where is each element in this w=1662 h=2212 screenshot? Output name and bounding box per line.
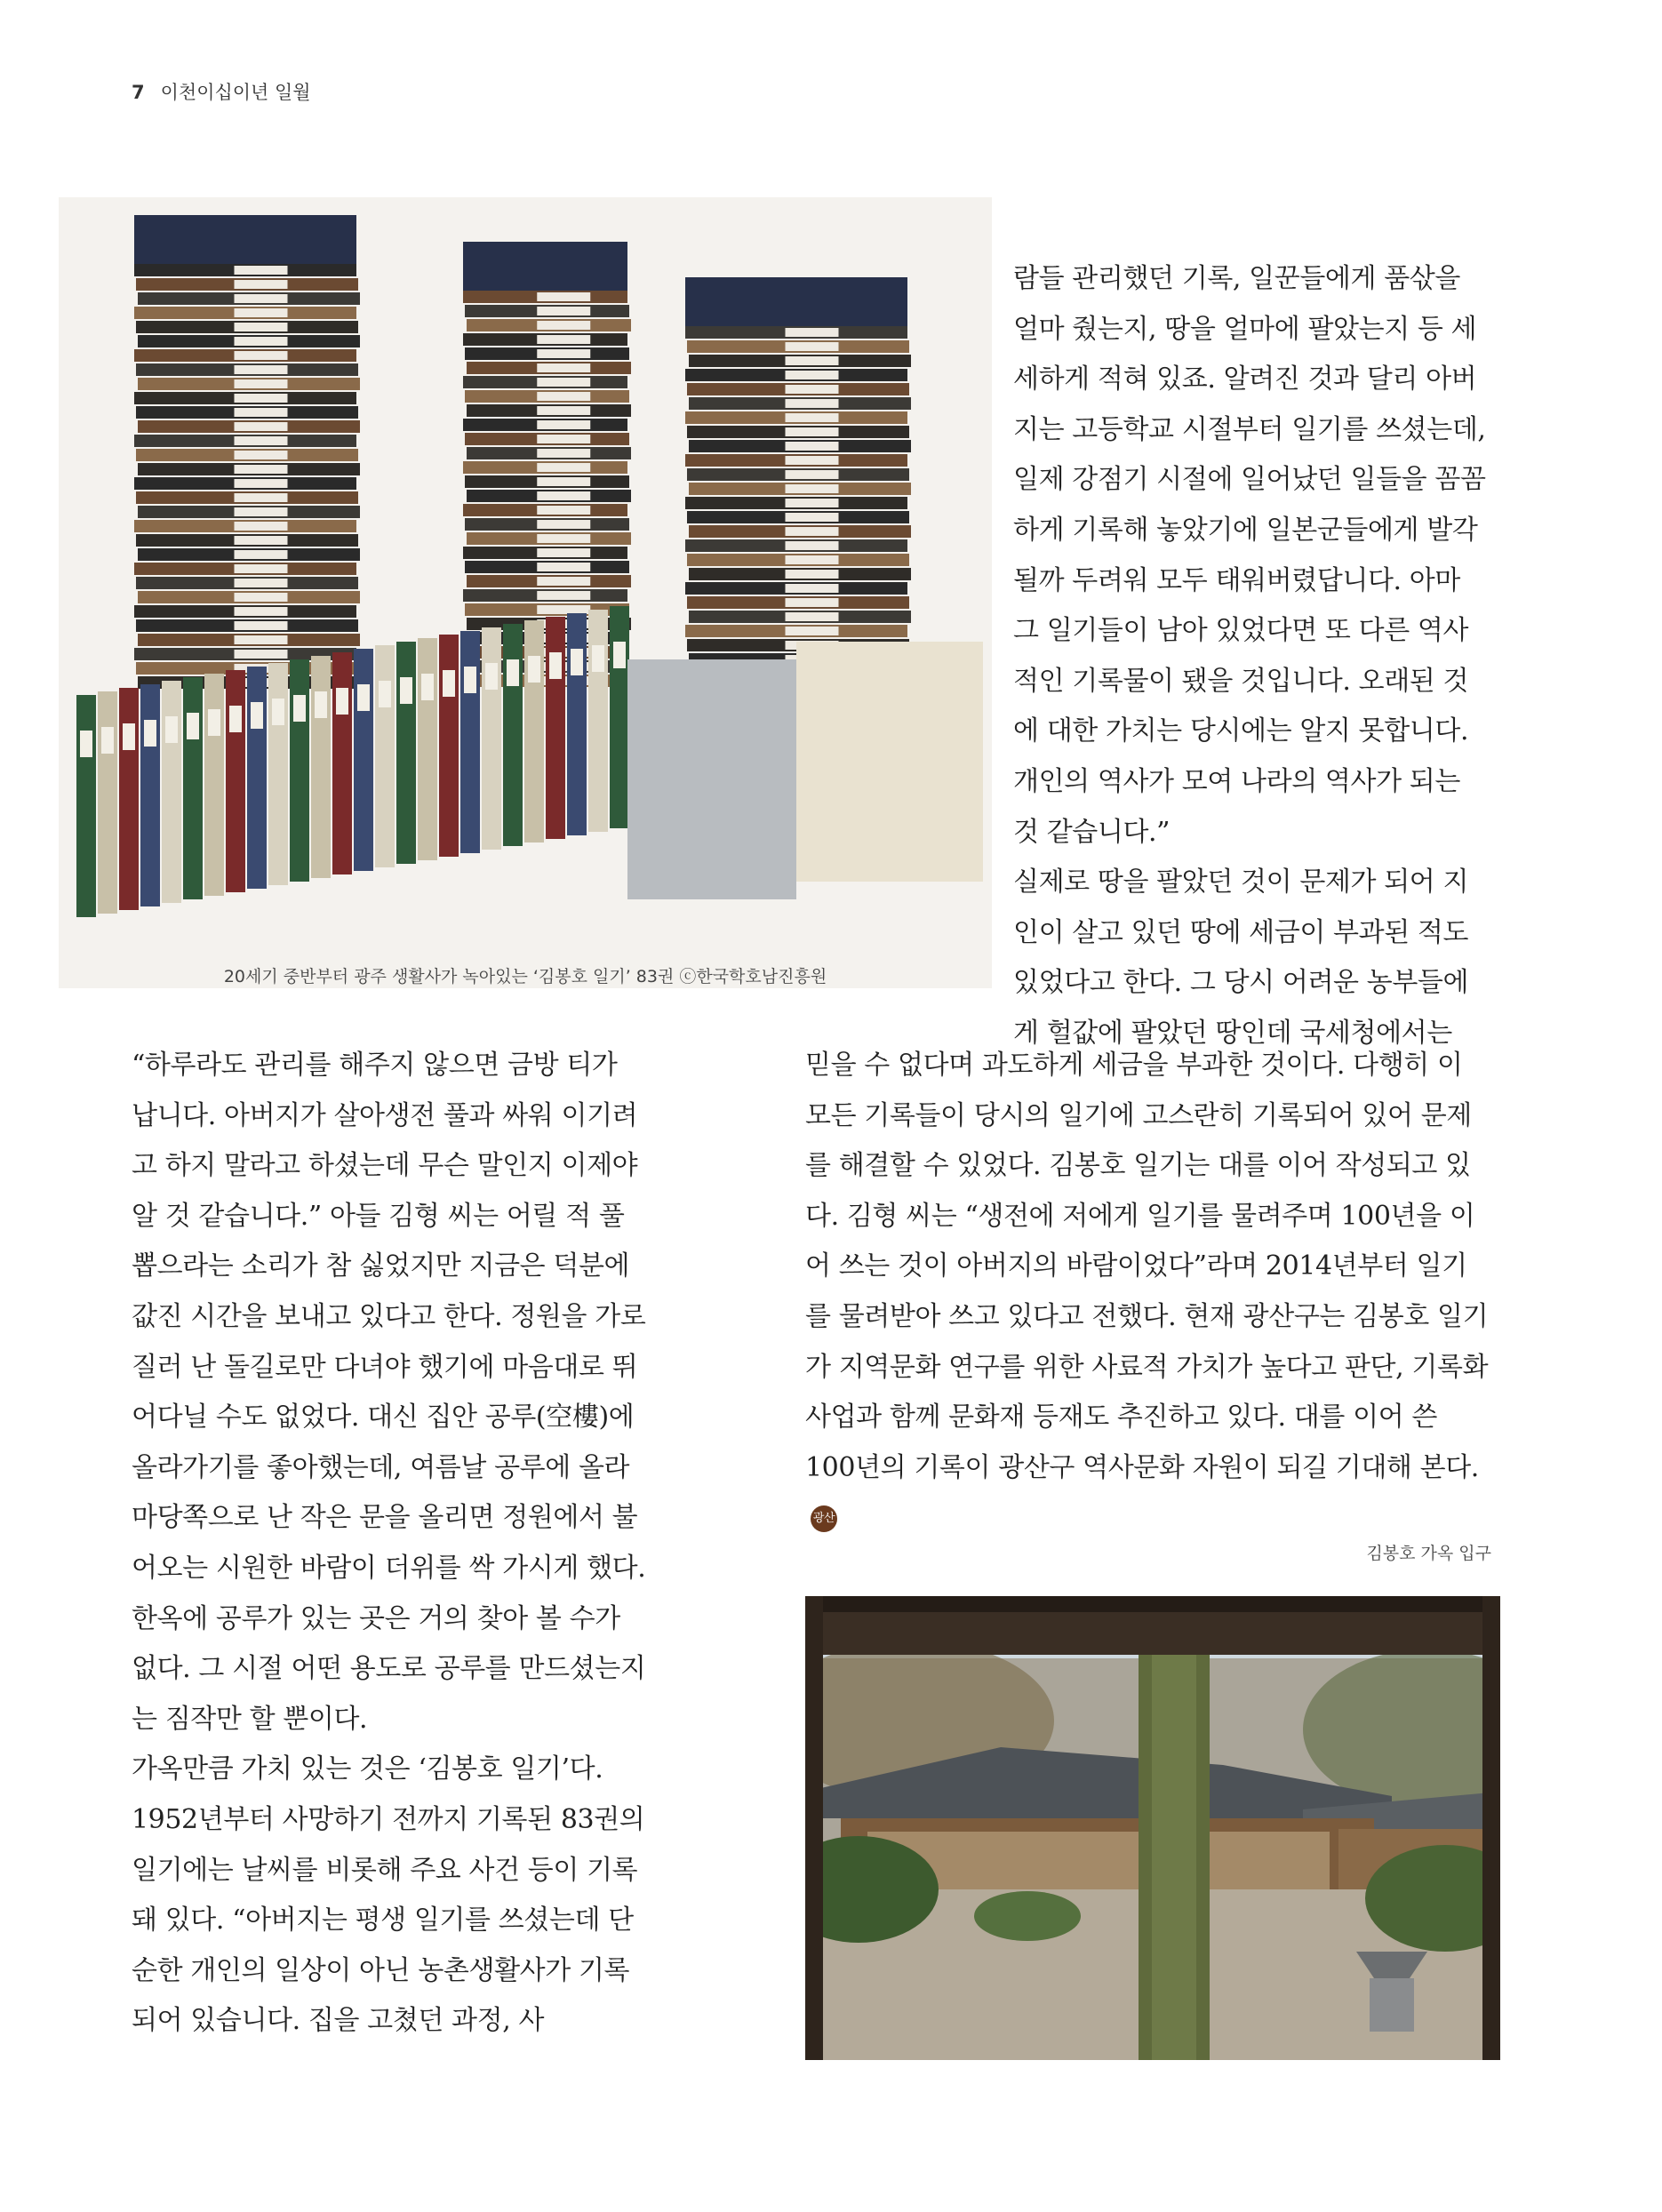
end-mark-icon: 광산 [811, 1505, 837, 1532]
diary-stack-cover [463, 242, 627, 291]
fanned-diary [418, 638, 437, 860]
diary-label [537, 420, 590, 429]
diary-label [786, 598, 839, 607]
diary-label [235, 522, 288, 531]
paragraph-text: 믿을 수 없다며 과도하게 세금을 부과한 것이다. 다행히 이 모든 기록들이 당시의 일기에 고스란히 기록되어 있어 문제를 해결할 수 있었다. 김봉호 일기는 대를 이어 작성되고 있다. 김형 씨는 “생전에 저에게 일기를 물려주며 100년을 이어 쓰는 것이 아버지의 바람이었다”라며 2014년부터 일기를 물려받아 쓰고 있다고 전했다. 현재 광산구는 김봉호 일기가 지역문화 연구를 위한 사료적 가치가 높다고 판단, 기록화 사업과 함께 문화재 등재도 추진하고 있다. 대를 이어 쓴 100년의 기록이 광산구 역사문화 자원이 되길 기대해 본다. [805, 1050, 1489, 1483]
diary-label [786, 427, 839, 436]
diary-label [315, 691, 327, 718]
fanned-diary [226, 670, 245, 892]
fanned-diary [396, 642, 416, 864]
fanned-diary [588, 610, 608, 832]
diary-label [571, 649, 583, 675]
diary-label [235, 493, 288, 502]
diary-label [235, 465, 288, 474]
fanned-diary [98, 691, 117, 914]
diary-label [537, 563, 590, 571]
diary-label [235, 379, 288, 388]
diary-label [235, 422, 288, 431]
fanned-diary [140, 684, 160, 906]
fanned-diary [503, 624, 523, 846]
diary-label [537, 591, 590, 600]
fanned-diary [375, 645, 395, 867]
diary-label [537, 491, 590, 500]
diary-label [786, 385, 839, 394]
diary-label [786, 612, 839, 621]
diary-label [235, 621, 288, 630]
diary-label [537, 321, 590, 330]
diary-label [235, 507, 288, 516]
diary-label [235, 635, 288, 644]
paragraph [805, 1041, 1491, 1544]
diary-binder [627, 659, 796, 899]
diary-label [537, 449, 590, 458]
diary-label [235, 607, 288, 616]
diary-label [537, 520, 590, 529]
diary-label [537, 392, 590, 401]
diary-label [537, 307, 590, 315]
diary-label [786, 470, 839, 479]
diary-label [537, 534, 590, 543]
diary-label [235, 536, 288, 545]
diary-label [101, 727, 114, 754]
diary-label [537, 506, 590, 515]
diary-label [235, 650, 288, 659]
page-header [132, 78, 311, 105]
diary-label [786, 371, 839, 379]
fanned-diary [354, 649, 373, 871]
fanned-diary [76, 695, 96, 917]
diary-label [507, 659, 519, 686]
diary-label [549, 652, 562, 679]
diary-label [235, 365, 288, 374]
diary-label [421, 674, 434, 700]
diaries-illustration [59, 197, 992, 962]
fanned-diary [290, 659, 309, 882]
diary-label [235, 351, 288, 360]
open-diary-page [796, 642, 983, 882]
diary-label [786, 513, 839, 522]
fanned-diary [567, 613, 587, 835]
paragraph: “하루라도 관리를 해주지 않으면 금방 티가 납니다. 아버지가 살아생전 풀과 싸워 이기려고 하지 말라고 하셨는데 무슨 말인지 이제야 알 것 같습니다.” 아들 김형 씨는 어릴 적 풀 뽑으라는 소리가 참 싫었지만 지금은 덕분에 값진 시간을 보내고 있다고 한다. 정원을 가로질러 난 돌길로만 다녀야 했기에 마음대로 뛰어다닐 수도 없었다. 대신 집안 공루(空樓)에 올라가기를 좋아했는데, 여름날 공루에 올라 마당쪽으로 난 작은 문을 올리면 정원에서 불어오는 시원한 바람이 더위를 싹 가시게 했다. 한옥에 공루가 있는 곳은 거의 찾아 볼 수가 없다. 그 시절 어떤 용도로 공루를 만드셨는지는 짐작만 할 뿐이다. [132, 1050, 646, 1735]
diary-label [786, 328, 839, 337]
diary-label [336, 688, 348, 715]
fanned-diary [247, 667, 267, 889]
diary-label [235, 479, 288, 488]
diary-label [400, 677, 412, 704]
diary-label [786, 555, 839, 564]
diary-label [464, 667, 476, 693]
fanned-diary [268, 663, 288, 885]
diary-label [293, 695, 306, 722]
fanned-diary [204, 674, 224, 896]
diary-label [357, 684, 370, 711]
diary-label [786, 342, 839, 351]
diary-label [123, 723, 135, 750]
diary-label [537, 605, 590, 614]
diary-label [235, 579, 288, 587]
diary-label [786, 584, 839, 593]
diary-label [235, 451, 288, 459]
diary-stack-cover [134, 215, 356, 264]
diary-label [528, 656, 540, 683]
paragraph: 가옥만큼 가치 있는 것은 ‘김봉호 일기’다. 1952년부터 사망하기 전까지 기록된 83권의 일기에는 날씨를 비롯해 주요 사건 등이 기록돼 있다. “아버지는 평생 일기를 쓰셨는데 단순한 개인의 일상이 아닌 농촌생활사가 기록되어 있습니다. 집을 고쳤던 과정, 사 [132, 1753, 645, 2037]
left-column [132, 1041, 647, 2047]
diary-label [235, 436, 288, 445]
diary-label [537, 335, 590, 344]
diary-label [537, 378, 590, 387]
diary-label [379, 681, 391, 707]
fanned-diary [119, 688, 139, 910]
right-column-top [1013, 254, 1493, 1059]
house-photo-caption: 김봉호 가옥 입구 [1366, 1544, 1491, 1563]
diary-label [537, 292, 590, 301]
diaries-photo-caption: 20세기 중반부터 광주 생활사가 녹아있는 ‘김봉호 일기’ 83권 ⓒ한국학호남진흥원 [223, 967, 827, 986]
diary-label [187, 713, 199, 739]
diary-label [613, 642, 626, 668]
diary-label [537, 435, 590, 443]
diary-label [537, 406, 590, 415]
diary-label [235, 280, 288, 289]
diary-stack-cover [685, 277, 907, 326]
diary-label [235, 294, 288, 303]
page-number: 7 [132, 82, 145, 103]
diary-label [786, 442, 839, 451]
house-illustration [805, 1596, 1500, 2060]
section-title: 이천이십이년 일월 [160, 82, 311, 103]
diary-label [786, 356, 839, 365]
house-entrance-photo [805, 1596, 1500, 2060]
diary-label [537, 463, 590, 472]
diary-label [786, 499, 839, 507]
diary-label [786, 570, 839, 579]
diary-label [786, 627, 839, 635]
diary-label [251, 702, 263, 729]
diary-label [786, 399, 839, 408]
diary-label [537, 577, 590, 586]
diary-label [786, 484, 839, 493]
diary-label [272, 699, 284, 725]
diary-label [786, 456, 839, 465]
fanned-diary [311, 656, 331, 878]
diary-label [537, 349, 590, 358]
diary-label [235, 550, 288, 559]
diaries-photo [59, 197, 992, 988]
diary-label [235, 564, 288, 573]
diary-label [165, 716, 178, 743]
paragraph: 람들 관리했던 기록, 일꾼들에게 품삯을 얼마 줬는지, 땅을 얼마에 팔았는지 등 세세하게 적혀 있죠. 알려진 것과 달리 아버지는 고등학교 시절부터 일기를 쓰셨는데, 일제 강점기 시절에 일어났던 일들을 꼼꼼하게 기록해 놓았기에 일본군들에게 발각될까 두려워 모두 태워버렸답니다. 아마 그 일기들이 남아 있었다면 또 다른 역사적인 기록물이 됐을 것입니다. 오래된 것에 대한 가치는 당시에는 알지 못합니다. 개인의 역사가 모여 나라의 역사가 되는 것 같습니다.” [1013, 263, 1486, 848]
diary-label [485, 663, 498, 690]
fanned-diary [460, 631, 480, 853]
diary-label [537, 477, 590, 486]
diary-label [592, 645, 604, 672]
diary-label [537, 363, 590, 372]
diary-label [443, 670, 455, 697]
diary-label [229, 706, 242, 732]
diary-label [144, 720, 156, 747]
fanned-diary [162, 681, 181, 903]
diary-label [235, 323, 288, 331]
diary-label [235, 337, 288, 346]
diary-label [208, 709, 220, 736]
diary-label [235, 593, 288, 602]
diary-label [235, 394, 288, 403]
diary-label [80, 731, 92, 757]
right-column-bottom [805, 1041, 1491, 1544]
diary-label [235, 308, 288, 317]
fanned-diary [332, 652, 352, 874]
diary-label [235, 408, 288, 417]
paragraph: 실제로 땅을 팔았던 것이 문제가 되어 지인이 살고 있던 땅에 세금이 부과된 적도 있었다고 한다. 그 당시 어려운 농부들에게 헐값에 팔았던 땅인데 국세청에서는 [1013, 866, 1469, 1049]
fanned-diary [439, 635, 459, 857]
diary-label [235, 266, 288, 275]
fanned-diary [482, 627, 501, 850]
diary-label [786, 541, 839, 550]
diary-label [786, 413, 839, 422]
fanned-diary [610, 606, 629, 828]
fanned-diary [183, 677, 203, 899]
diary-label [537, 548, 590, 557]
fanned-diary [546, 617, 565, 839]
fanned-diary [524, 620, 544, 842]
diary-label [786, 527, 839, 536]
